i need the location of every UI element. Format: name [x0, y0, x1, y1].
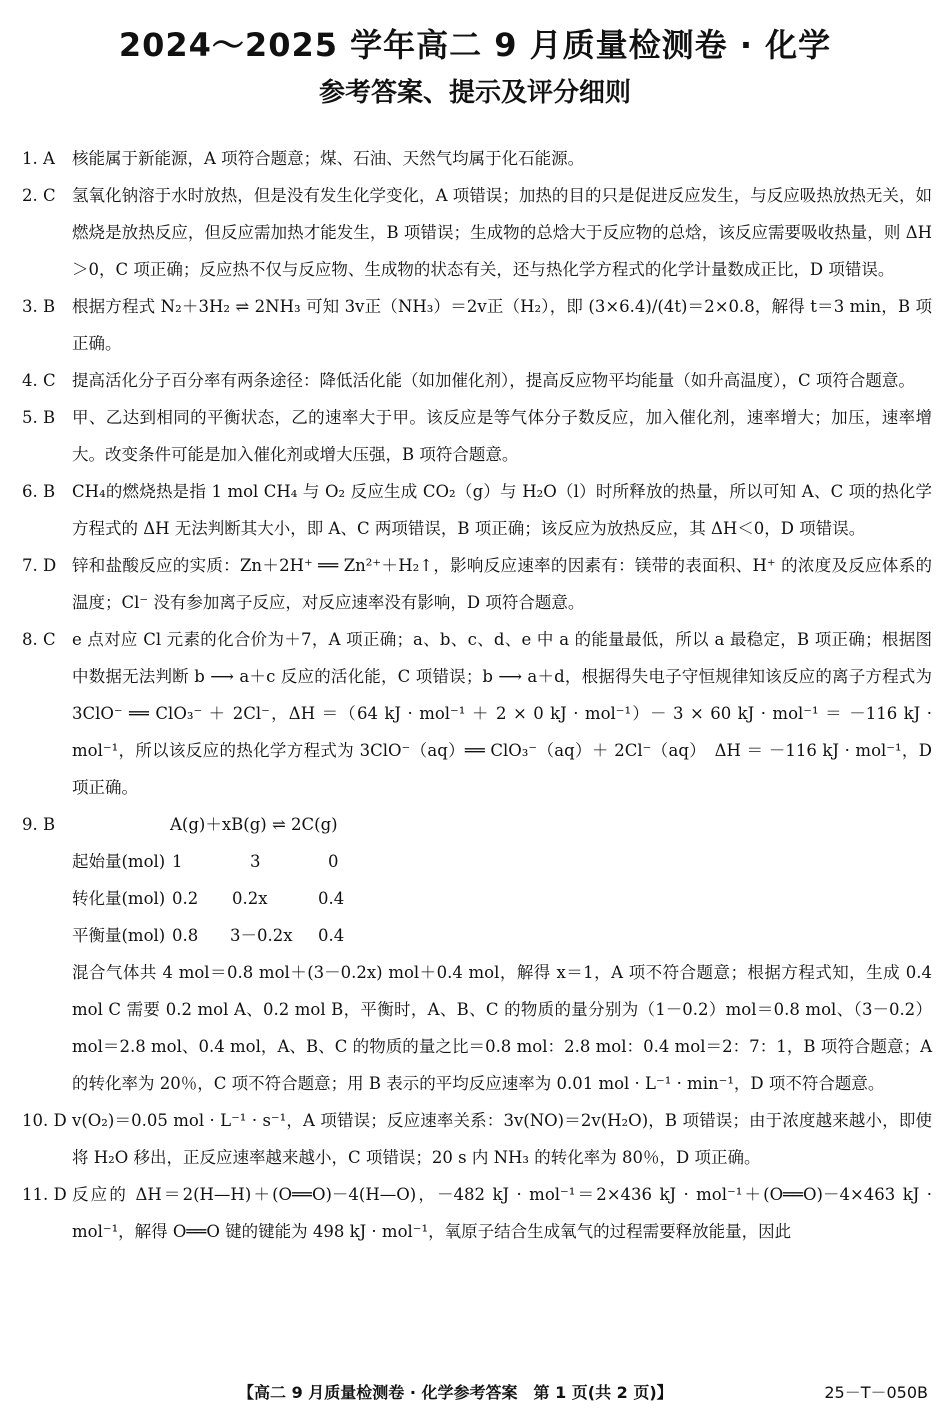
answer-body: [22, 140, 932, 1250]
answer-number: 5. B: [22, 408, 56, 427]
answer-text: 甲、乙达到相同的平衡状态，乙的速率大于甲。该反应是等气体分子数反应，加入催化剂，速率增大；加压，速率增大。改变条件可能是加入催化剂或增大压强，B 项符合题意。: [72, 408, 932, 464]
answer-item-11: [22, 1176, 932, 1250]
answer-item-5: [22, 399, 932, 473]
footer-code: 25－T－050B: [824, 1383, 928, 1402]
footer-page-info: 【高二 9 月质量检测卷 · 化学参考答案 第 1 页(共 2 页)】: [238, 1383, 673, 1402]
answer-text: 反应的 ΔH＝2(H—H)＋(O══O)－4(H—O)，－482 kJ · mol⁻¹＝2×436 kJ · mol⁻¹＋(O══O)－4×463 kJ · mol⁻¹，解得 O══O 键的键能为 498 kJ · mol⁻¹，氧原子结合生成氧气的过程需要释放能量，因此: [72, 1185, 932, 1241]
q9-table-row: [22, 917, 932, 954]
answer-number: 8. C: [22, 630, 56, 649]
answer-number: 11. D: [22, 1185, 67, 1204]
q9-cell: 0.8: [172, 926, 199, 945]
page-subtitle: 参考答案、提示及评分细则: [318, 78, 631, 108]
answer-number: 6. B: [22, 482, 56, 501]
answer-text: 氢氧化钠溶于水时放热，但是没有发生化学变化，A 项错误；加热的目的只是促进反应发生，与反应吸热放热无关，如燃烧是放热反应，但反应需加热才能发生，B 项错误；生成物的总焓大于反应物的总焓，该反应需要吸收热量，则 ΔH＞0，C 项正确；反应热不仅与反应物、生成物的状态有关，还与热化学方程式的化学计量数成正比，D 项错误。: [72, 186, 932, 279]
answer-number: 4. C: [22, 371, 56, 390]
q9-cell: 3－0.2x: [230, 926, 293, 945]
answer-text: 锌和盐酸反应的实质：Zn＋2H⁺ ══ Zn²⁺＋H₂↑，影响反应速率的因素有：镁带的表面积、H⁺ 的浓度及反应体系的温度；Cl⁻ 没有参加离子反应，对反应速率没有影响，D 项符合题意。: [72, 556, 932, 612]
answer-item-3: [22, 288, 932, 362]
answer-item-4: [22, 362, 932, 399]
answer-item-7: [22, 547, 932, 621]
q9-cell: 0.2x: [232, 889, 268, 908]
q9-row-label: 转化量(mol): [72, 889, 166, 908]
answer-item-10: [22, 1102, 932, 1176]
answer-number: 7. D: [22, 556, 57, 575]
q9-cell: 0.2: [172, 889, 199, 908]
answer-text: CH₄的燃烧热是指 1 mol CH₄ 与 O₂ 反应生成 CO₂（g）与 H₂O（l）时所释放的热量，所以可知 A、C 项的热化学方程式的 ΔH 无法判断其大小，即 A、C 两项错误，B 项正确；该反应为放热反应，其 ΔH＜0，D 项错误。: [72, 482, 932, 538]
answer-text: 核能属于新能源，A 项符合题意；煤、石油、天然气均属于化石能源。: [72, 149, 585, 168]
answer-number: 2. C: [22, 186, 56, 205]
q9-equation-row: [22, 806, 932, 843]
answer-number: 10. D: [22, 1111, 67, 1130]
answer-text: e 点对应 Cl 元素的化合价为＋7，A 项正确；a、b、c、d、e 中 a 的能量最低，所以 a 最稳定，B 项正确；根据图中数据无法判断 b ⟶ a＋c 反应的活化能，C 项错误；b ⟶ a＋d，根据得失电子守恒规律知该反应的离子方程式为 3ClO⁻ ══ ClO₃⁻ ＋ 2Cl⁻，ΔH ＝（64 kJ · mol⁻¹ ＋ 2 × 0 kJ · mol⁻¹）－ 3 × 60 kJ · mol⁻¹ ＝ －116 kJ · mol⁻¹，所以该反应的热化学方程式为 3ClO⁻（aq）══ ClO₃⁻（aq）＋ 2Cl⁻（aq） ΔH ＝ －116 kJ · mol⁻¹，D 项正确。: [72, 630, 932, 797]
answer-number: 1. A: [22, 149, 55, 168]
q9-cell: 0: [328, 852, 339, 871]
q9-cell: 0.4: [318, 889, 345, 908]
q9-explanation: [22, 954, 932, 1102]
q9-table-row: [22, 880, 932, 917]
q9-cell: 3: [250, 852, 261, 871]
answer-text: 根据方程式 N₂＋3H₂ ⇌ 2NH₃ 可知 3v正（NH₃）＝2v正（H₂），即 (3×6.4)/(4t)＝2×0.8，解得 t＝3 min，B 项正确。: [72, 297, 932, 353]
answer-text: v(O₂)＝0.05 mol · L⁻¹ · s⁻¹，A 项错误；反应速率关系：3v(NO)＝2v(H₂O)，B 项错误；由于浓度越来越小，即使将 H₂O 移出，正反应速率越来越小，C 项错误；20 s 内 NH₃ 的转化率为 80％，D 项正确。: [72, 1111, 932, 1167]
answer-text: 混合气体共 4 mol＝0.8 mol＋(3－0.2x) mol＋0.4 mol，解得 x＝1，A 项不符合题意；根据方程式知，生成 0.4 mol C 需要 0.2 mol A、0.2 mol B，平衡时，A、B、C 的物质的量分别为（1－0.2）mol＝0.8 mol、（3－0.2）mol＝2.8 mol、0.4 mol，A、B、C 的物质的量之比＝0.8 mol：2.8 mol：0.4 mol＝2：7：1，B 项符合题意；A 的转化率为 20％，C 项不符合题意；用 B 表示的平均反应速率为 0.01 mol · L⁻¹ · min⁻¹，D 项不符合题意。: [72, 963, 932, 1093]
answer-item-6: [22, 473, 932, 547]
q9-cell: 0.4: [318, 926, 345, 945]
answer-item-1: [22, 140, 932, 177]
answer-item-2: [22, 177, 932, 288]
q9-row-label: 平衡量(mol): [72, 926, 166, 945]
q9-cell: 1: [172, 852, 183, 871]
answer-number: 9. B: [22, 815, 56, 834]
q9-row-label: 起始量(mol): [72, 852, 166, 871]
q9-table-row: [22, 843, 932, 880]
answer-number: 3. B: [22, 297, 56, 316]
q9-equation: A(g)＋xB(g) ⇌ 2C(g): [170, 815, 338, 834]
answer-item-8: [22, 621, 932, 806]
answer-text: 提高活化分子百分率有两条途径：降低活化能（如加催化剂），提高反应物平均能量（如升高温度），C 项符合题意。: [72, 371, 915, 390]
page-title: 2024～2025 学年高二 9 月质量检测卷 · 化学: [118, 26, 832, 64]
